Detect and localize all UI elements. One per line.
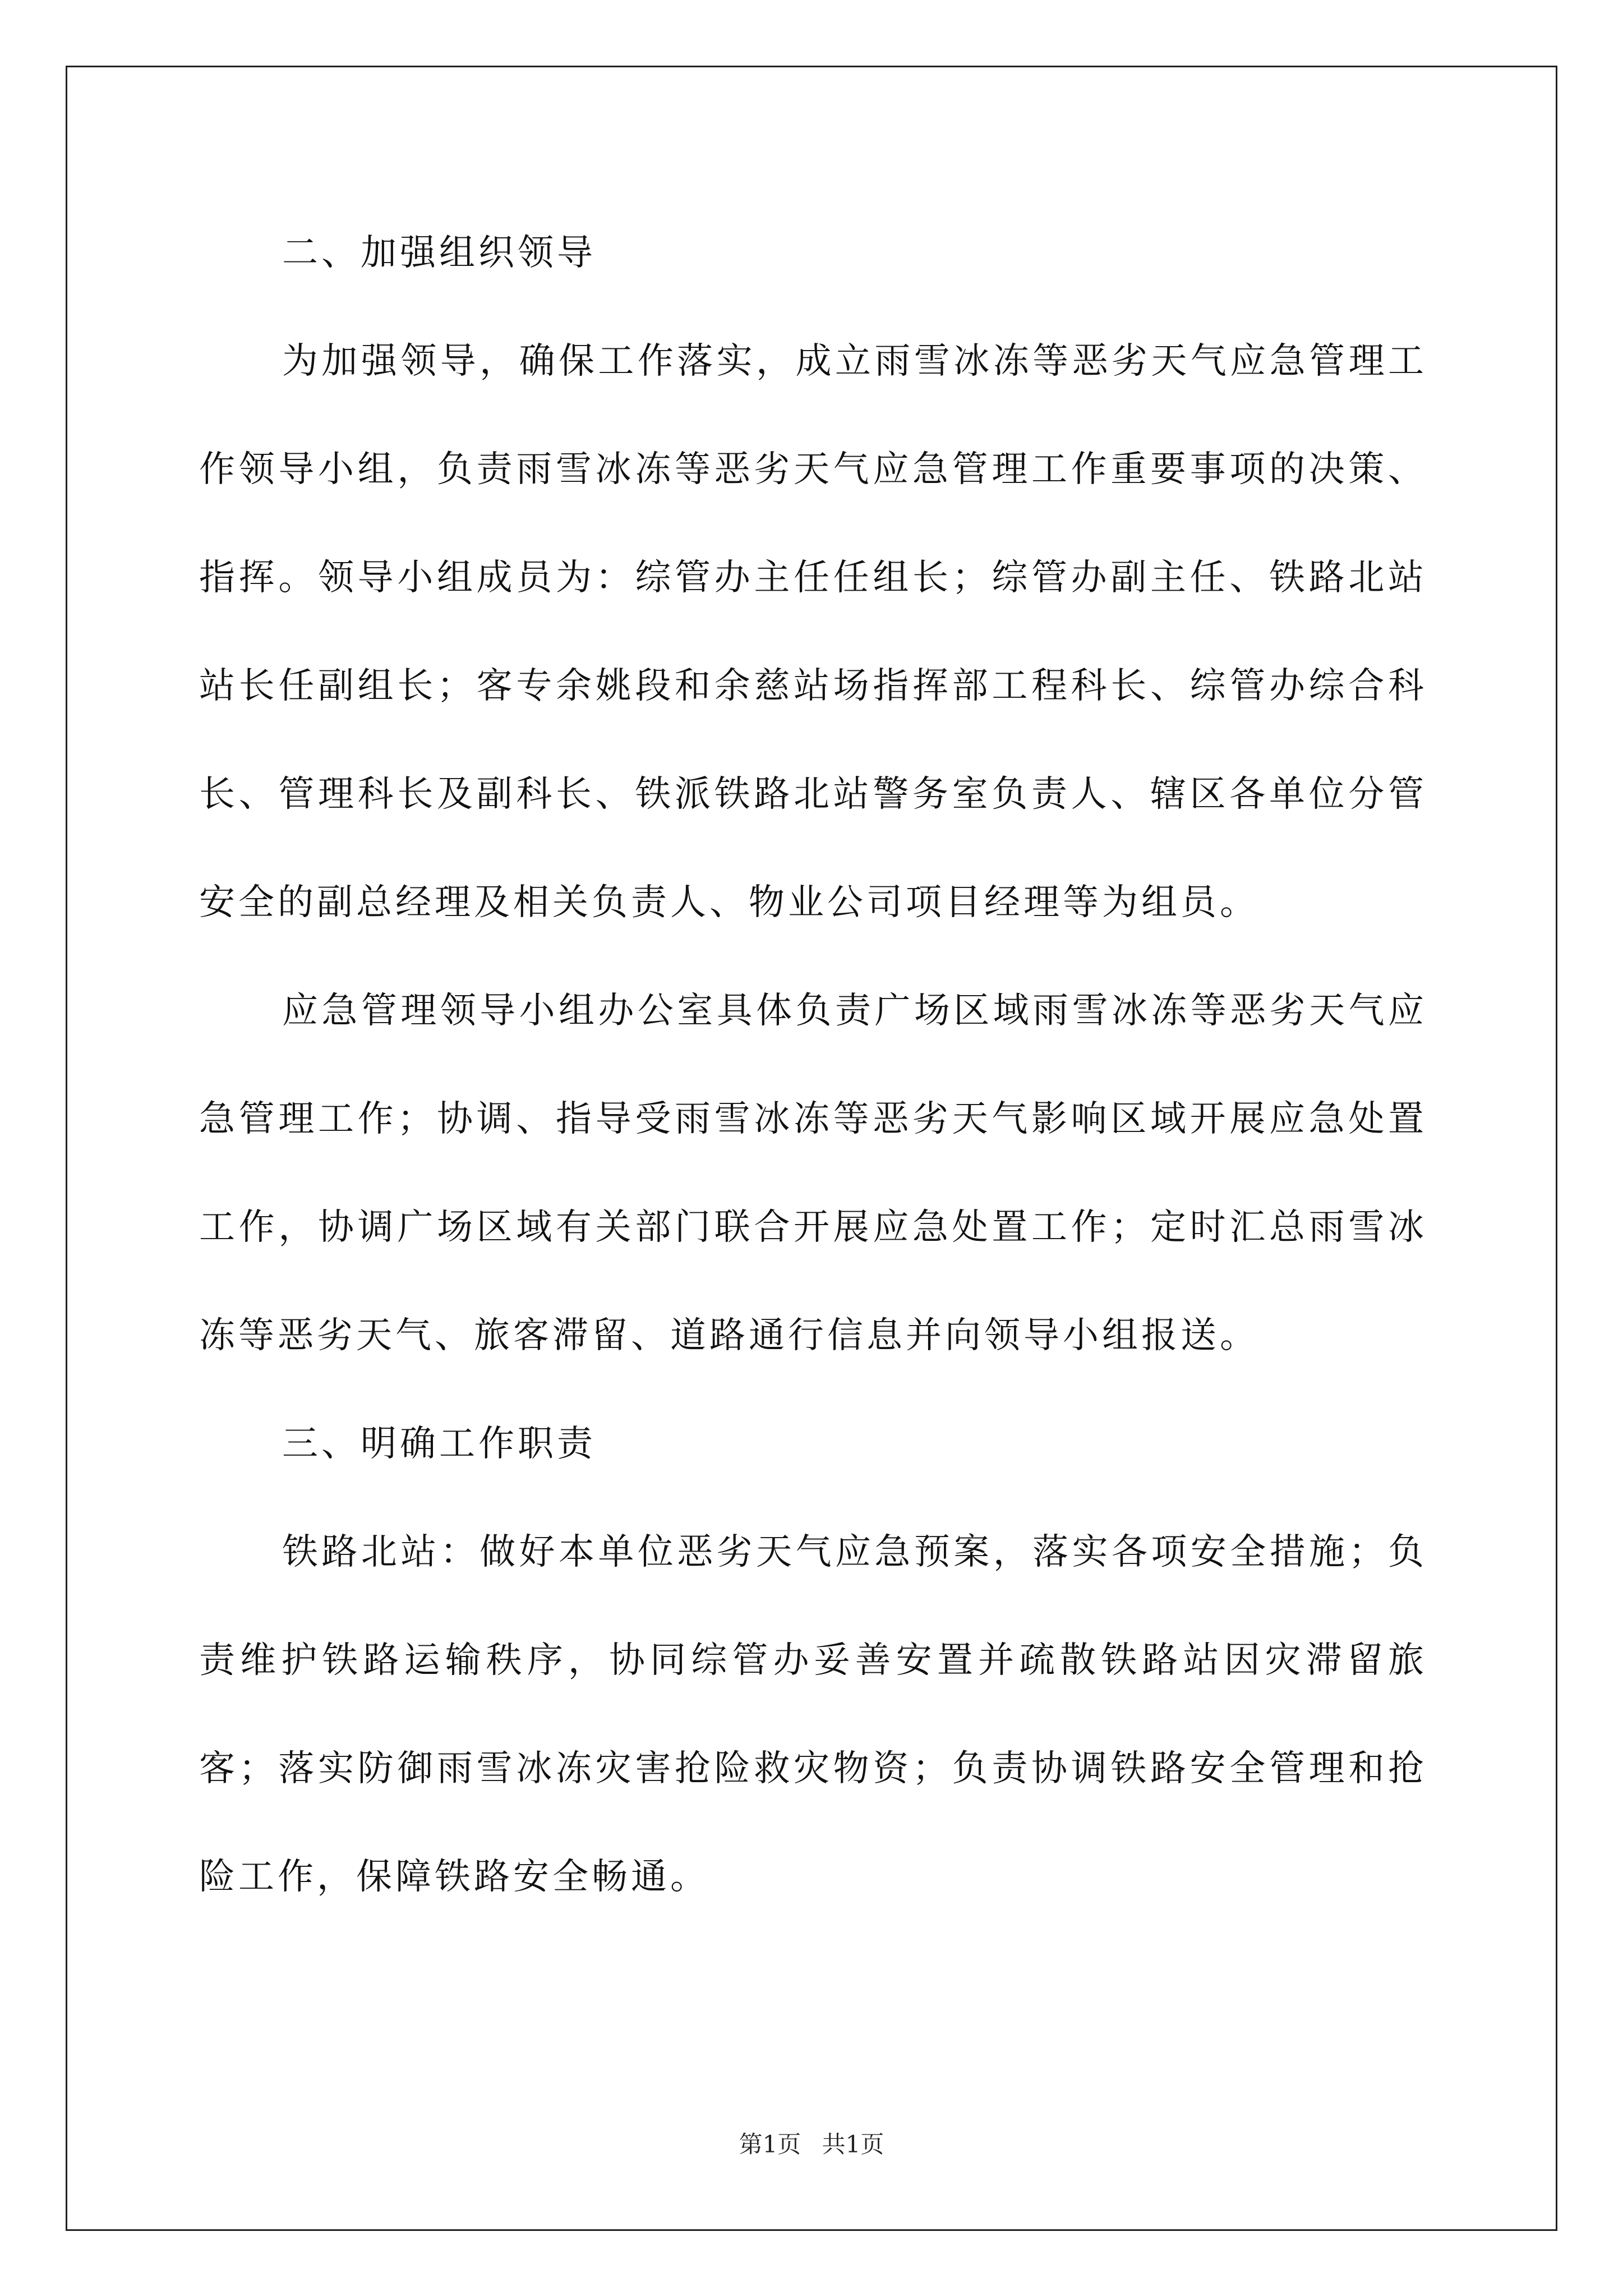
paragraph-leadership-group: 为加强领导，确保工作落实，成立雨雪冰冻等恶劣天气应急管理工作领导小组，负责雨雪冰冻等恶劣天气应急管理工作重要事项的决策、指挥。领导小组成员为：综管办主任任组长；综管办副主任、铁路北站站长任副组长；客专余姚段和余慈站场指挥部工程科长、综管办综合科长、管理科长及副科长、铁派铁路北站警务室负责人、辖区各单位分管安全的副总经理及相关负责人、物业公司项目经理等为组员。 xyxy=(199,341,1427,923)
paragraph-railway-north-station: 铁路北站：做好本单位恶劣天气应急预案，落实各项安全措施；负责维护铁路运输秩序，协同综管办妥善安置并疏散铁路站因灾滞留旅客；落实防御雨雪冰冻灾害抢险救灾物资；负责协调铁路安全管理和抢险工作，保障铁路安全畅通。 xyxy=(199,1531,1427,1898)
section-heading-responsibilities: 三、明确工作职责 xyxy=(282,1423,596,1465)
section-heading-organization: 二、加强组织领导 xyxy=(282,232,596,274)
page-footer xyxy=(0,2126,1623,2160)
document-body xyxy=(199,199,1427,1931)
page-number: 第1页 xyxy=(739,2131,801,2158)
page-total: 共1页 xyxy=(822,2131,884,2158)
paragraph-office-duties: 应急管理领导小组办公室具体负责广场区域雨雪冰冻等恶劣天气应急管理工作；协调、指导受雨雪冰冻等恶劣天气影响区域开展应急处置工作，协调广场区域有关部门联合开展应急处置工作；定时汇总雨雪冰冻等恶劣天气、旅客滞留、道路通行信息并向领导小组报送。 xyxy=(199,990,1427,1356)
